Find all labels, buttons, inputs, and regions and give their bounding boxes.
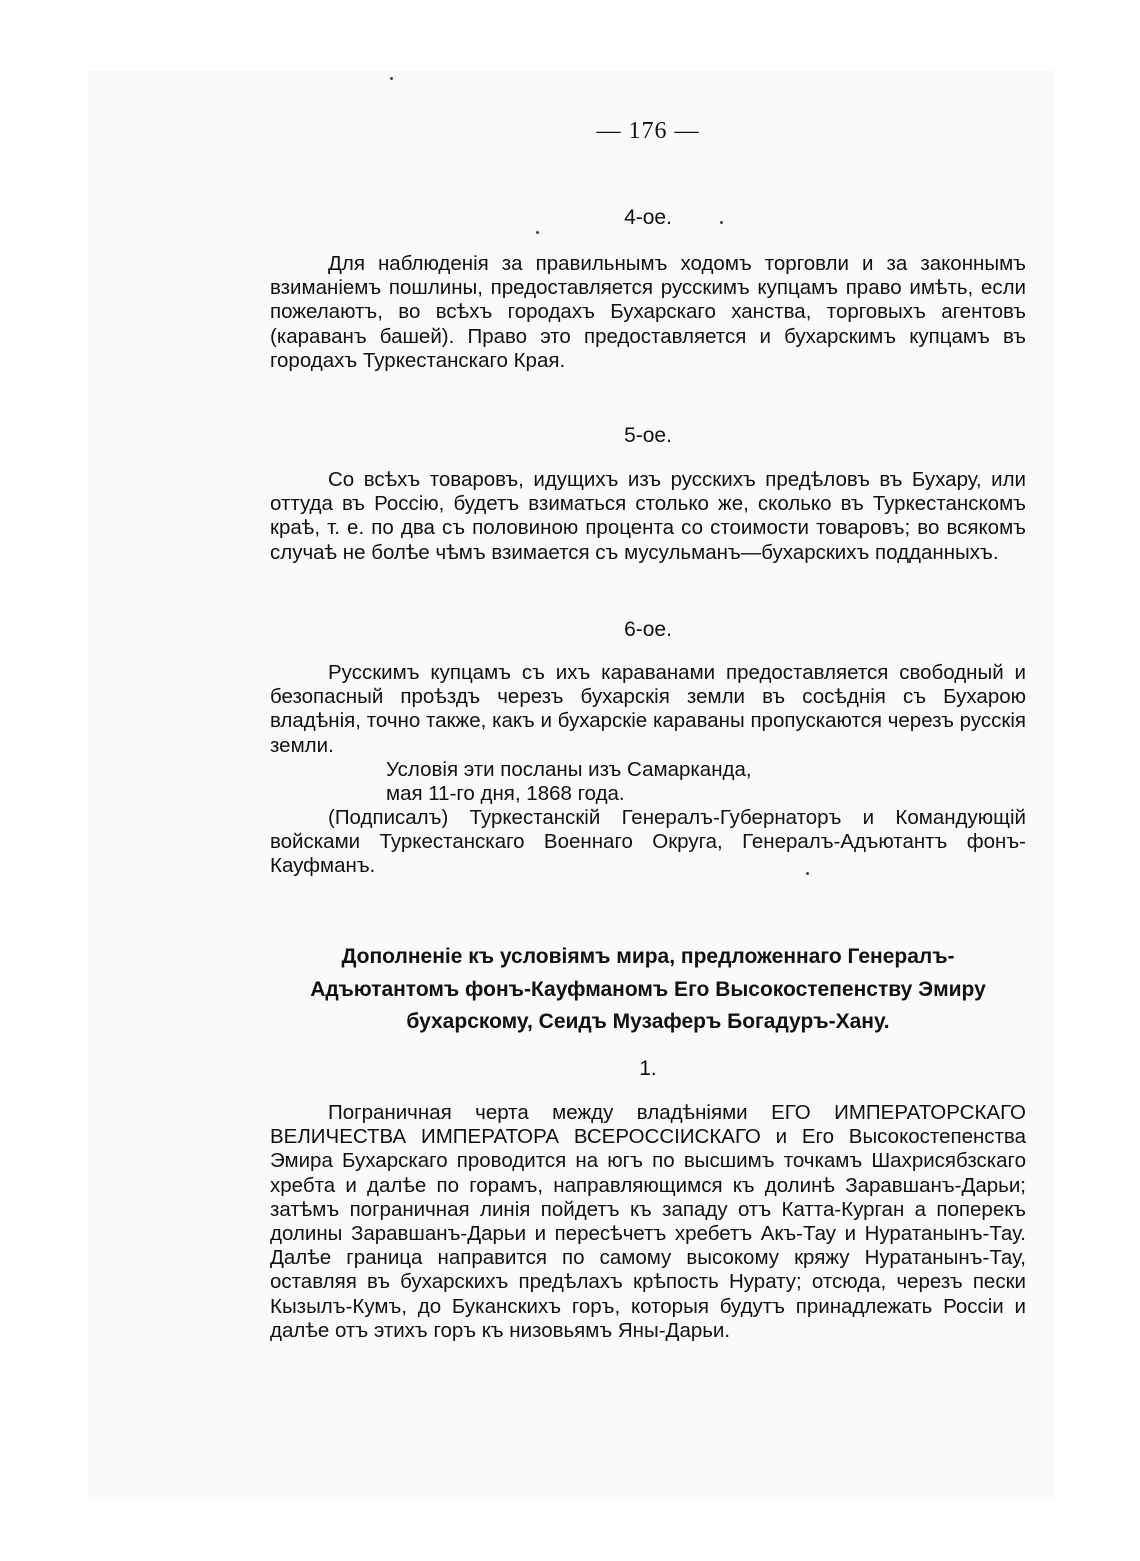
scan-speck [390, 77, 393, 80]
section-heading-5: 5-ое. [624, 424, 672, 447]
section-6-paragraph: Русскимъ купцамъ съ ихъ караванами предоставляется свободный и безопасный проѣздъ черезъ бухарскія земли въ сосѣднія съ Бухарою владѣнія, точно также, какъ и бухарскіе караваны пропускаются черезъ русскія земли. [270, 661, 1026, 757]
scan-speck [806, 872, 809, 875]
section-5-paragraph: Со всѣхъ товаровъ, идущихъ изъ русскихъ предѣловъ въ Бухару, или оттуда въ Россію, будетъ взиматься столько же, сколько въ Туркестанскомъ краѣ, т. е. по два съ половиною процента со стоимости товаровъ; во всякомъ случаѣ не болѣе чѣмъ взимается съ мусульманъ—бухарскихъ подданныхъ. [270, 468, 1026, 564]
section-heading-6: 6-ое. [624, 618, 672, 641]
addendum-article-number: 1. [639, 1057, 657, 1080]
closing-place-line: Условія эти посланы изъ Самарканда, [386, 758, 752, 781]
addendum-title: Дополненіе къ условіямъ мира, предложеннаго Генералъ-Адъютантомъ фонъ-Кауфманомъ Его Высокостепенству Эмиру бухарскому, Сеидъ Музаферъ Богадуръ-Хану. [310, 945, 986, 1033]
section-heading-4: 4-ое. [624, 206, 672, 229]
signature-paragraph: (Подписалъ) Туркестанскій Генералъ-Губернаторъ и Командующій войсками Туркестанскаго Военнаго Округа, Генералъ-Адъютантъ фонъ-Кауфманъ. [270, 806, 1026, 878]
closing-date-line: мая 11-го дня, 1868 года. [386, 782, 625, 805]
page-number: — 176 — [596, 118, 700, 144]
scan-speck [536, 231, 539, 234]
addendum-paragraph: Пограничная черта между владѣніями ЕГО ИМПЕРАТОРСКАГО ВЕЛИЧЕСТВА ИМПЕРАТОРА ВСЕРОССІИСКАГО и Его Высокостепенства Эмира Бухарскаго проводится на югъ по высшимъ точкамъ Шахрисябзскаго хребта и далѣе по горамъ, направляющимся къ долинѣ Заравшанъ-Дарьи; затѣмъ пограничная линія пойдетъ къ западу отъ Катта-Курган а поперекъ долины Заравшанъ-Дарьи и пересѣчетъ хребетъ Акъ-Тау и Нуратанынъ-Тау. Далѣе граница направится по самому высокому кряжу Нуратанынъ-Тау, оставляя въ бухарскихъ предѣлахъ крѣпость Нурату; отсюда, черезъ пески Кызылъ-Кумъ, до Буканскихъ горъ, которыя будутъ принадлежать Россіи и далѣе отъ этихъ горъ къ низовьямъ Яны-Дарьи. [270, 1101, 1026, 1342]
scan-speck [720, 221, 723, 224]
section-4-paragraph: Для наблюденія за правильнымъ ходомъ торговли и за законнымъ взиманіемъ пошлины, предоставляется русскимъ купцамъ право имѣть, если пожелаютъ, во всѣхъ городахъ Бухарскаго ханства, торговыхъ агентовъ (караванъ башей). Право это предоставляется и бухарскимъ купцамъ въ городахъ Туркестанскаго Края. [270, 252, 1026, 372]
